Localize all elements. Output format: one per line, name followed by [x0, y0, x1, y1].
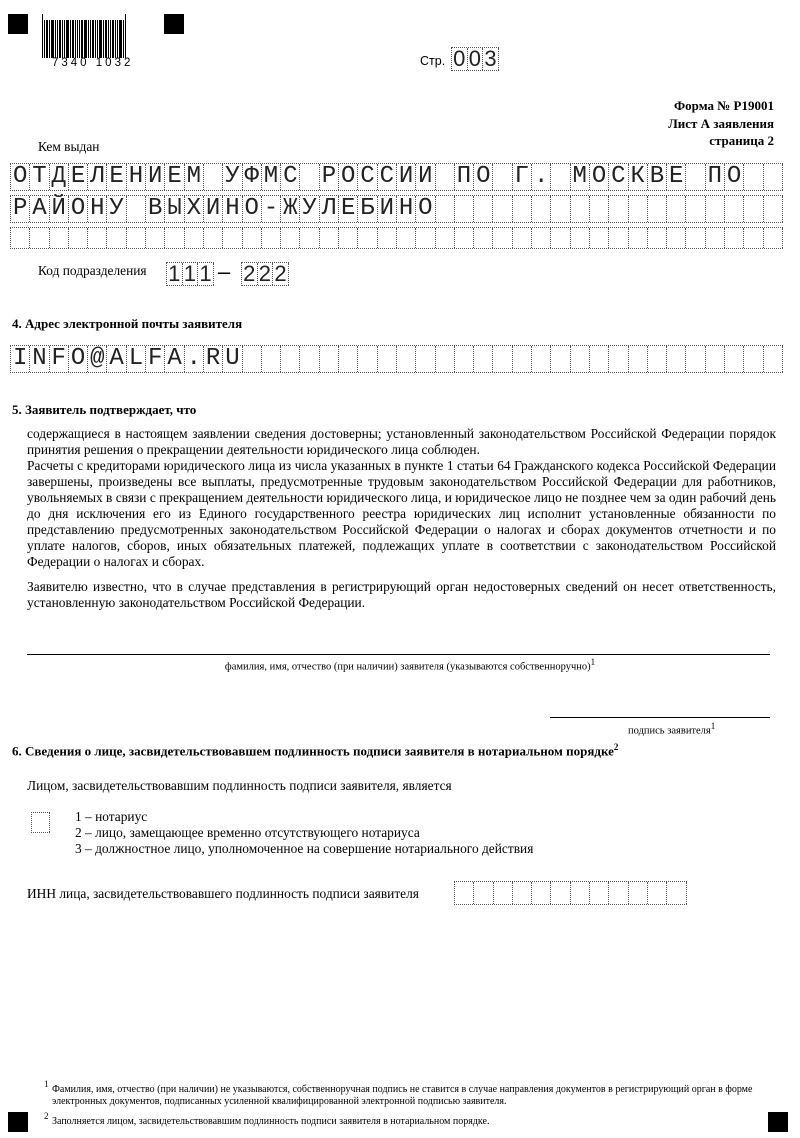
- corner-marker-top-right: [164, 14, 184, 34]
- dept-code-dash: –: [218, 259, 231, 284]
- issued-by-cell[interactable]: [764, 164, 783, 190]
- issued-by-cell[interactable]: [493, 228, 512, 248]
- barcode-bar: [72, 20, 74, 58]
- issued-by-cell[interactable]: [455, 196, 474, 222]
- corner-marker-bottom-right: [768, 1112, 788, 1132]
- issued-by-cell[interactable]: Н: [223, 196, 242, 222]
- issued-by-cell[interactable]: Л: [88, 164, 107, 190]
- issued-by-cell[interactable]: [88, 228, 107, 248]
- issued-by-cell[interactable]: П: [706, 164, 725, 190]
- footnote-2-number: 2: [44, 1111, 49, 1121]
- issued-by-cell[interactable]: [204, 164, 223, 190]
- barcode-bar: [90, 20, 91, 58]
- section-6-title-text: 6. Сведения о лице, засвидетельствовавшем подлинность подписи заявителя в нотариальном порядке: [12, 743, 614, 759]
- barcode-bar: [115, 20, 116, 58]
- inn-cell[interactable]: [455, 882, 474, 904]
- issued-by-cell[interactable]: [744, 196, 763, 222]
- issued-by-cell[interactable]: .: [532, 164, 551, 190]
- issued-by-cell[interactable]: [436, 228, 455, 248]
- issued-by-cell[interactable]: [107, 228, 126, 248]
- signature-caption-text: подпись заявителя: [628, 725, 711, 737]
- barcode-bar: [79, 20, 80, 58]
- issued-by-cell[interactable]: [30, 228, 49, 248]
- issued-by-cell[interactable]: Й: [50, 196, 69, 222]
- inn-cell[interactable]: [590, 882, 609, 904]
- inn-cell[interactable]: [513, 882, 532, 904]
- issued-by-cell[interactable]: [378, 228, 397, 248]
- barcode-bar: [81, 20, 83, 58]
- sheet-title: Лист А заявления: [668, 116, 774, 131]
- issued-by-cell[interactable]: Р: [320, 164, 339, 190]
- dept-code-cell[interactable]: 2: [258, 263, 274, 285]
- dept-code-cell[interactable]: 1: [167, 263, 183, 285]
- issued-by-cell[interactable]: У: [107, 196, 126, 222]
- dept-code-part2[interactable]: [241, 262, 289, 286]
- issued-by-cell[interactable]: [262, 228, 281, 248]
- barcode-bar: [117, 20, 118, 58]
- issued-by-cell[interactable]: И: [378, 196, 397, 222]
- issued-by-cell[interactable]: Е: [339, 196, 358, 222]
- issued-by-cell[interactable]: Е: [165, 164, 184, 190]
- barcode-bar: [51, 20, 54, 58]
- issued-by-cell[interactable]: У: [300, 196, 319, 222]
- barcode-bar: [103, 20, 104, 58]
- barcode-bar: [99, 20, 102, 58]
- issued-by-cell[interactable]: И: [204, 196, 223, 222]
- issued-by-cell[interactable]: Ы: [165, 196, 184, 222]
- issued-by-label: Кем выдан: [38, 139, 100, 154]
- email-cell[interactable]: [339, 346, 358, 372]
- email-cell[interactable]: [378, 346, 397, 372]
- issued-by-cell[interactable]: В: [648, 164, 667, 190]
- issued-by-cell[interactable]: [590, 196, 609, 222]
- issued-by-cell[interactable]: [513, 196, 532, 222]
- barcode-bar: [57, 20, 58, 58]
- issued-by-cell[interactable]: [551, 164, 570, 190]
- issued-by-cell[interactable]: И: [146, 164, 165, 190]
- page-number-field[interactable]: [451, 47, 499, 71]
- issued-by-cell[interactable]: [11, 228, 30, 248]
- issued-by-cell[interactable]: [725, 196, 744, 222]
- issued-by-cell[interactable]: [629, 196, 648, 222]
- page-subtitle: страница 2: [709, 133, 774, 148]
- signature-caption: [628, 721, 715, 737]
- issued-by-cell[interactable]: О: [725, 164, 744, 190]
- dept-code-part1[interactable]: [166, 262, 214, 286]
- email-cell[interactable]: [648, 346, 667, 372]
- witness-intro: Лицом, засвидетельствовавшим подлинность подписи заявителя, является: [27, 778, 452, 793]
- issued-by-cell[interactable]: [648, 228, 667, 248]
- barcode-bar: [77, 20, 78, 58]
- witness-inn-field[interactable]: [454, 881, 687, 905]
- email-cell[interactable]: [397, 346, 416, 372]
- page-label: Стр.: [420, 54, 446, 68]
- issued-by-cell[interactable]: [532, 228, 551, 248]
- issued-by-cell[interactable]: -: [262, 196, 281, 222]
- footnote-1-number: 1: [44, 1079, 49, 1089]
- issued-by-cell[interactable]: [648, 196, 667, 222]
- barcode-bar: [95, 20, 96, 58]
- issued-by-cell[interactable]: Т: [30, 164, 49, 190]
- barcode-bar: [49, 20, 50, 58]
- footnote-ref: 1: [710, 721, 716, 731]
- barcode-bar: [97, 20, 98, 58]
- corner-marker-bottom-left: [8, 1112, 28, 1132]
- email-cell[interactable]: [320, 346, 339, 372]
- dept-code-cell[interactable]: 1: [183, 263, 199, 285]
- issued-by-cell[interactable]: С: [281, 164, 300, 190]
- applicant-name-line[interactable]: [27, 654, 770, 655]
- witness-option-2: 2 – лицо, замещающее временно отсутствующего нотариуса: [75, 825, 420, 840]
- section-4-title: 4. Адрес электронной почты заявителя: [12, 316, 243, 331]
- email-cell[interactable]: .: [185, 346, 204, 372]
- issued-by-cell[interactable]: [436, 196, 455, 222]
- issued-by-cell[interactable]: [165, 228, 184, 248]
- issued-by-cell[interactable]: Ж: [281, 196, 300, 222]
- issued-by-cell[interactable]: О: [590, 164, 609, 190]
- issued-by-cell[interactable]: [493, 164, 512, 190]
- email-cell[interactable]: [243, 346, 262, 372]
- issued-by-cell[interactable]: Е: [667, 164, 686, 190]
- issued-by-cell[interactable]: [706, 228, 725, 248]
- checkbox-cell[interactable]: [32, 813, 50, 832]
- dept-code-label: Код подразделения: [38, 263, 147, 278]
- email-cell[interactable]: [513, 346, 532, 372]
- inn-cell[interactable]: [494, 882, 513, 904]
- barcode-bar: [112, 20, 114, 58]
- issued-by-cell[interactable]: [686, 164, 705, 190]
- issued-by-cell[interactable]: О: [69, 196, 88, 222]
- email-cell[interactable]: [686, 346, 705, 372]
- issued-by-cell[interactable]: [571, 228, 590, 248]
- issued-by-cell[interactable]: [513, 228, 532, 248]
- barcode-bar: [66, 20, 69, 58]
- barcode-bar: [55, 20, 56, 58]
- page-digit-cell[interactable]: 0: [452, 48, 468, 70]
- email-cell[interactable]: [474, 346, 493, 372]
- barcode-bar: [42, 14, 43, 58]
- barcode-bar: [84, 20, 87, 58]
- issued-by-cell[interactable]: [609, 228, 628, 248]
- email-cell[interactable]: I: [11, 346, 30, 372]
- barcode-image: [42, 14, 150, 58]
- inn-cell[interactable]: [609, 882, 628, 904]
- signature-line[interactable]: [550, 717, 770, 718]
- email-cell[interactable]: [416, 346, 435, 372]
- email-cell[interactable]: N: [30, 346, 49, 372]
- issued-by-cell[interactable]: [686, 228, 705, 248]
- confirmation-paragraph-2: Расчеты с кредиторами юридического лица из числа указанных в пункте 1 статьи 64 Гражданского кодекса Российской Федерации завершены, произведены все выплаты, предусмотренные трудовым законодательством Российской Федерации для работников, увольняемых в связи с прекращением деятельности юридического лица, и юридическое лицо не позднее чем за один рабочий день до дня исключения его из Единого государственного реестра юридических лиц исполнит установленные обязанности по представлению предусмотренных законодательством Российской Федерации о налогах и сборах документов отчетности и по уплате налогов, сборов, иных обязательных платежей, подлежащих уплате в соответствии с законодательством Российской Федерации о налогах и сборах.: [27, 458, 776, 569]
- email-cell[interactable]: [551, 346, 570, 372]
- issued-by-cell[interactable]: [281, 228, 300, 248]
- email-field[interactable]: [10, 345, 783, 373]
- barcode-bar: [64, 20, 65, 58]
- issued-by-cell[interactable]: [532, 196, 551, 222]
- email-cell[interactable]: [744, 346, 763, 372]
- issued-by-cell[interactable]: О: [416, 196, 435, 222]
- witness-option-3: 3 – должностное лицо, уполномоченное на совершение нотариального действия: [75, 841, 534, 856]
- issued-by-cell[interactable]: [127, 228, 146, 248]
- issued-by-cell[interactable]: [455, 228, 474, 248]
- email-cell[interactable]: [262, 346, 281, 372]
- issued-by-cell[interactable]: Н: [88, 196, 107, 222]
- issued-by-cell[interactable]: О: [474, 164, 493, 190]
- footnote-1: [44, 1079, 764, 1108]
- issued-by-row-1[interactable]: [10, 163, 783, 191]
- email-cell[interactable]: [358, 346, 377, 372]
- issued-by-row-3[interactable]: [10, 227, 783, 249]
- footnote-2-text: Заполняется лицом, засвидетельствовавшим подлинность подписи заявителя в нотариальном порядке.: [52, 1116, 490, 1127]
- issued-by-cell[interactable]: О: [11, 164, 30, 190]
- issued-by-cell[interactable]: [474, 228, 493, 248]
- email-cell[interactable]: U: [223, 346, 242, 372]
- barcode-bar: [92, 20, 94, 58]
- issued-by-cell[interactable]: [300, 164, 319, 190]
- confirmation-paragraph-3: Заявителю известно, что в случае представления в регистрирующий орган недостоверных сведений он несет ответственность, установленную законодательством Российской Федерации.: [27, 579, 776, 610]
- issued-by-cell[interactable]: [744, 164, 763, 190]
- corner-marker-top-left: [8, 14, 28, 34]
- issued-by-cell[interactable]: М: [262, 164, 281, 190]
- witness-option-1: 1 – нотариус: [75, 809, 148, 824]
- issued-by-cell[interactable]: [223, 228, 242, 248]
- issued-by-cell[interactable]: Р: [11, 196, 30, 222]
- inn-cell[interactable]: [648, 882, 667, 904]
- issued-by-cell[interactable]: О: [243, 196, 262, 222]
- issued-by-cell[interactable]: [474, 196, 493, 222]
- issued-by-cell[interactable]: М: [185, 164, 204, 190]
- issued-by-cell[interactable]: И: [397, 164, 416, 190]
- email-cell[interactable]: A: [107, 346, 126, 372]
- inn-cell[interactable]: [667, 882, 686, 904]
- issued-by-cell[interactable]: [416, 228, 435, 248]
- form-number: Форма № Р19001: [674, 98, 774, 113]
- barcode-number: 7340 1032: [52, 57, 134, 69]
- inn-cell[interactable]: [532, 882, 551, 904]
- issued-by-cell[interactable]: Ф: [243, 164, 262, 190]
- issued-by-cell[interactable]: [744, 228, 763, 248]
- issued-by-cell[interactable]: [397, 228, 416, 248]
- issued-by-cell[interactable]: М: [571, 164, 590, 190]
- issued-by-cell[interactable]: [320, 228, 339, 248]
- issued-by-cell[interactable]: В: [146, 196, 165, 222]
- barcode-bar: [70, 20, 71, 58]
- barcode-bar: [88, 20, 89, 58]
- footnote-1-text: Фамилия, имя, отчество (при наличии) не указываются, собственноручная подпись не ставится в случае направления документов в регистрирующий орган в форме электронных документов, подписанных усиленной квалифицированной электронной подписью заявителя.: [52, 1084, 753, 1107]
- inn-cell[interactable]: [571, 882, 590, 904]
- dept-code-cell[interactable]: 1: [198, 263, 214, 285]
- barcode-bar: [108, 20, 109, 58]
- issued-by-cell[interactable]: Н: [127, 164, 146, 190]
- email-cell[interactable]: L: [127, 346, 146, 372]
- issued-by-cell[interactable]: [551, 196, 570, 222]
- email-cell[interactable]: O: [69, 346, 88, 372]
- barcode-bar: [119, 20, 122, 58]
- issued-by-cell[interactable]: Х: [185, 196, 204, 222]
- witness-inn-label: ИНН лица, засвидетельствовавшего подлинность подписи заявителя: [27, 886, 419, 901]
- email-cell[interactable]: [590, 346, 609, 372]
- issued-by-cell[interactable]: Н: [397, 196, 416, 222]
- issued-by-cell[interactable]: Л: [320, 196, 339, 222]
- email-cell[interactable]: @: [88, 346, 107, 372]
- email-cell[interactable]: [455, 346, 474, 372]
- issued-by-cell[interactable]: [571, 196, 590, 222]
- issued-by-cell[interactable]: [339, 228, 358, 248]
- issued-by-cell[interactable]: [50, 228, 69, 248]
- issued-by-cell[interactable]: С: [378, 164, 397, 190]
- issued-by-cell[interactable]: [686, 196, 705, 222]
- inn-cell[interactable]: [551, 882, 570, 904]
- email-cell[interactable]: [667, 346, 686, 372]
- email-cell[interactable]: [706, 346, 725, 372]
- issued-by-cell[interactable]: [764, 196, 783, 222]
- email-cell[interactable]: [493, 346, 512, 372]
- applicant-name-caption: [0, 657, 800, 673]
- section-6-title: [12, 742, 618, 759]
- email-cell[interactable]: [609, 346, 628, 372]
- barcode-bar: [75, 20, 76, 58]
- issued-by-cell[interactable]: [243, 228, 262, 248]
- email-cell[interactable]: [764, 346, 783, 372]
- footnote-ref: 1: [590, 657, 596, 667]
- barcode-bar: [46, 20, 48, 58]
- barcode-bar: [62, 20, 63, 58]
- barcode-bar: [110, 20, 111, 58]
- email-cell[interactable]: F: [50, 346, 69, 372]
- section-5-title: 5. Заявитель подтверждает, что: [12, 402, 197, 417]
- email-cell[interactable]: [300, 346, 319, 372]
- issued-by-cell[interactable]: [146, 228, 165, 248]
- issued-by-cell[interactable]: [667, 228, 686, 248]
- issued-by-cell[interactable]: [300, 228, 319, 248]
- applicant-name-caption-text: фамилия, имя, отчество (при наличии) заявителя (указываются собственноручно): [224, 661, 591, 673]
- email-cell[interactable]: [571, 346, 590, 372]
- issued-by-cell[interactable]: [667, 196, 686, 222]
- issued-by-cell[interactable]: [590, 228, 609, 248]
- issued-by-cell[interactable]: [69, 228, 88, 248]
- email-cell[interactable]: F: [146, 346, 165, 372]
- issued-by-cell[interactable]: [127, 196, 146, 222]
- footnote-2: [44, 1111, 764, 1128]
- email-cell[interactable]: [281, 346, 300, 372]
- barcode-bar: [59, 20, 61, 58]
- issued-by-cell[interactable]: С: [358, 164, 377, 190]
- issued-by-cell[interactable]: [609, 196, 628, 222]
- issued-by-cell[interactable]: [358, 228, 377, 248]
- issued-by-cell[interactable]: К: [629, 164, 648, 190]
- page-digit-cell[interactable]: 3: [483, 48, 499, 70]
- footnote-ref: 2: [613, 742, 619, 752]
- barcode-bar: [105, 20, 107, 58]
- issued-by-cell[interactable]: У: [223, 164, 242, 190]
- issued-by-cell[interactable]: О: [339, 164, 358, 190]
- issued-by-cell[interactable]: П: [455, 164, 474, 190]
- issued-by-cell[interactable]: Е: [107, 164, 126, 190]
- issued-by-cell[interactable]: [725, 228, 744, 248]
- issued-by-cell[interactable]: [204, 228, 223, 248]
- issued-by-cell[interactable]: Е: [69, 164, 88, 190]
- issued-by-cell[interactable]: Г: [513, 164, 532, 190]
- issued-by-cell[interactable]: [493, 196, 512, 222]
- email-cell[interactable]: [629, 346, 648, 372]
- issued-by-cell[interactable]: С: [609, 164, 628, 190]
- witness-type-checkbox[interactable]: [31, 812, 50, 833]
- issued-by-cell[interactable]: [706, 196, 725, 222]
- issued-by-row-2[interactable]: [10, 195, 783, 223]
- email-cell[interactable]: [725, 346, 744, 372]
- page-digit-cell[interactable]: 0: [468, 48, 484, 70]
- issued-by-cell[interactable]: Д: [50, 164, 69, 190]
- email-cell[interactable]: R: [204, 346, 223, 372]
- barcode-bar: [123, 20, 124, 58]
- issued-by-cell[interactable]: [629, 228, 648, 248]
- issued-by-cell[interactable]: И: [416, 164, 435, 190]
- dept-code-cell[interactable]: 2: [242, 263, 258, 285]
- issued-by-cell[interactable]: [185, 228, 204, 248]
- issued-by-cell[interactable]: [551, 228, 570, 248]
- inn-cell[interactable]: [474, 882, 493, 904]
- email-cell[interactable]: A: [165, 346, 184, 372]
- issued-by-cell[interactable]: А: [30, 196, 49, 222]
- dept-code-cell[interactable]: 2: [273, 263, 289, 285]
- issued-by-cell[interactable]: [764, 228, 783, 248]
- barcode-bar: [125, 14, 126, 58]
- barcode-bar: [44, 20, 45, 58]
- issued-by-cell[interactable]: [436, 164, 455, 190]
- inn-cell[interactable]: [629, 882, 648, 904]
- email-cell[interactable]: [532, 346, 551, 372]
- issued-by-cell[interactable]: Б: [358, 196, 377, 222]
- confirmation-paragraph-1: содержащиеся в настоящем заявлении сведения достоверны; установленный законодательством Российской Федерации порядок принятия решения о прекращении деятельности юридического лица соблюден.: [27, 426, 776, 457]
- email-cell[interactable]: [436, 346, 455, 372]
